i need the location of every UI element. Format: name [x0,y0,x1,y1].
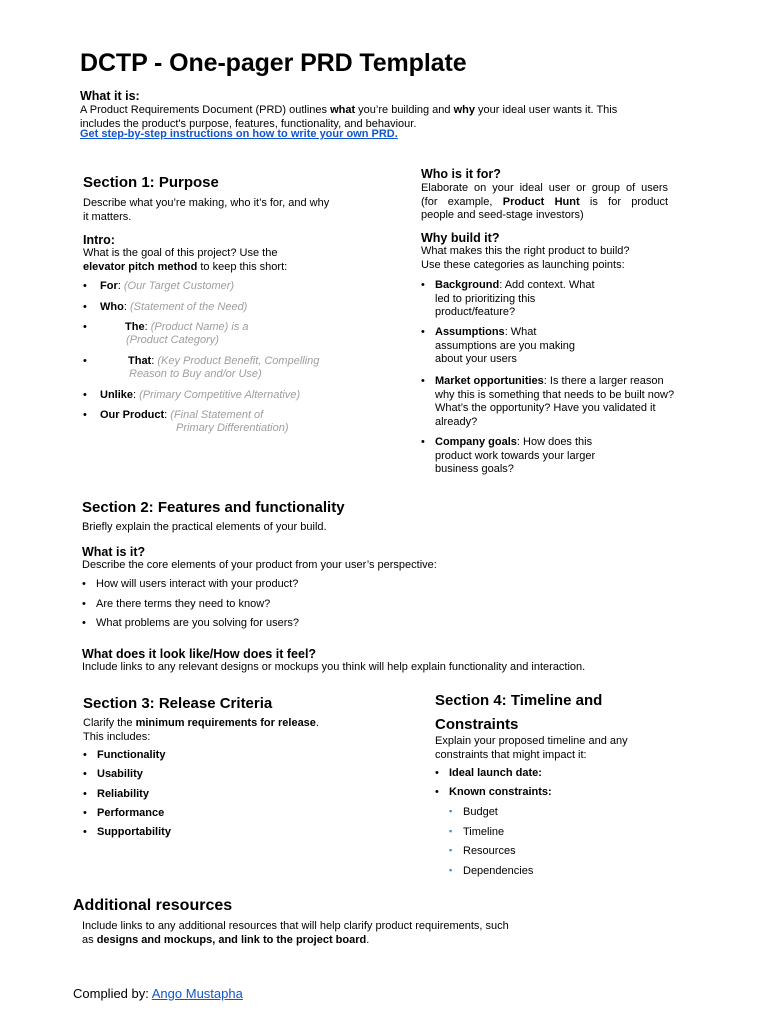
section1-heading: Section 1: Purpose [83,174,219,191]
intro-text: What is the goal of this project? Use the elevator pitch method to keep this short: [83,247,288,273]
section3-heading: Section 3: Release Criteria [83,695,273,712]
intro-heading: Intro: [83,233,115,247]
what-is-it-heading: What is it? [82,545,146,559]
section3-description: Clarify the minimum requirements for release. This includes: [83,717,319,743]
additional-resources-heading: Additional resources [73,897,233,914]
section2-heading: Section 2: Features and functionality [82,499,345,516]
who-is-it-for-text: Elaborate on your ideal user or group of users (for example, Product Hunt is for product people and seed-stage investors) [421,182,668,222]
instructions-link[interactable]: Get step-by-step instructions on how to write your own PRD. [80,128,398,140]
why-build-it-text: What makes this the right product to build? Use these categories as launching points: [421,245,630,271]
square-bullet-icon: ▪ [449,845,453,855]
square-bullet-icon: ▪ [449,806,453,816]
what-is-it-text: Describe the core elements of your product from your user’s perspective: [82,559,437,571]
who-is-it-for-heading: Who is it for? [421,167,501,181]
section4-heading: Section 4: Timeline and Constraints [435,692,603,733]
footer-credit: Complied by: Ango Mustapha [73,986,243,1001]
section2-description: Briefly explain the practical elements of your build. [82,521,327,533]
what-it-is-heading: What it is: [80,89,140,103]
what-it-is-text: A Product Requirements Document (PRD) outlines what you’re building and why your ideal user wants it. This includes the product's purpose, features, functionality, and behaviour. [80,104,618,130]
author-link[interactable]: Ango Mustapha [151,986,243,1001]
section1-description: Describe what you’re making, who it’s for, and why it matters. [83,197,330,223]
section4-description: Explain your proposed timeline and any constraints that might impact it: [435,735,628,761]
look-feel-heading: What does it look like/How does it feel? [82,647,317,661]
page-title: DCTP - One-pager PRD Template [80,49,467,77]
square-bullet-icon: ▪ [449,865,453,875]
why-build-it-heading: Why build it? [421,231,500,245]
look-feel-text: Include links to any relevant designs or mockups you think will help explain functionality and interaction. [82,661,586,673]
additional-resources-text: Include links to any additional resources that will help clarify product requirements, such as designs and mockups, and link to the project board. [82,920,509,946]
square-bullet-icon: ▪ [449,826,453,836]
